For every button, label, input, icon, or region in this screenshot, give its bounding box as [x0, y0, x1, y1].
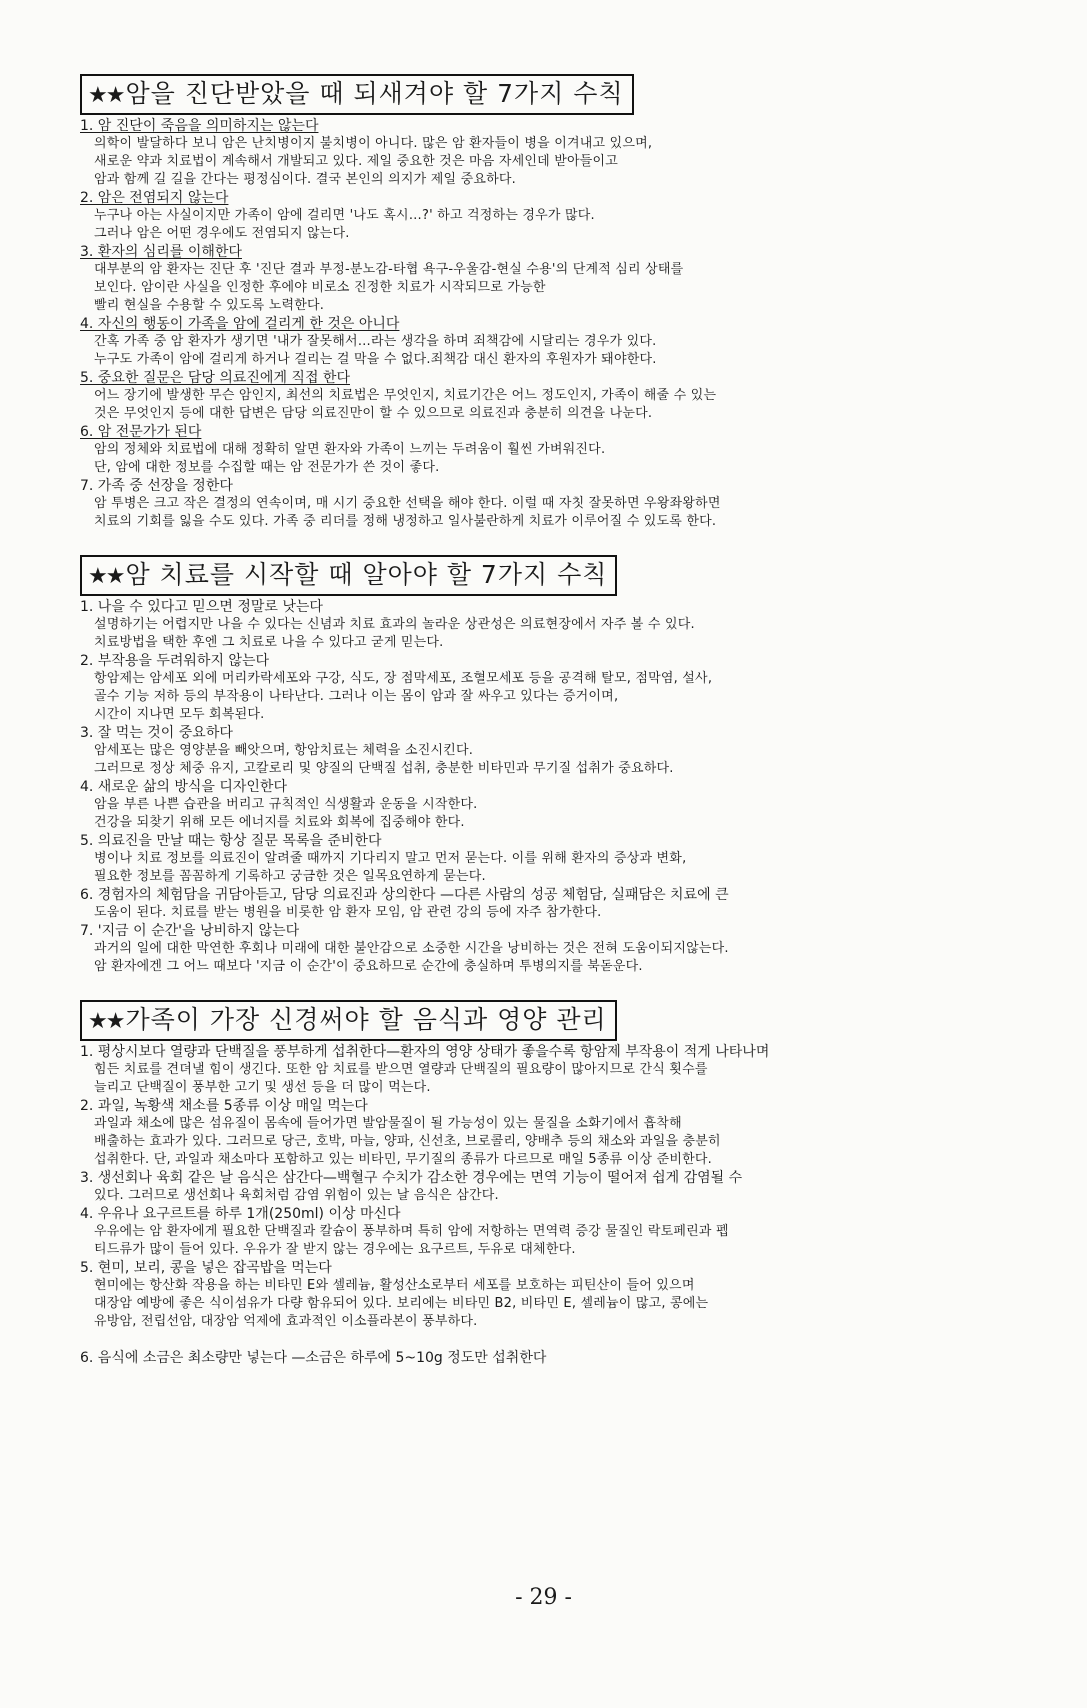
rule-text: 배출하는 효과가 있다. 그러므로 당근, 호박, 마늘, 양파, 신선초, 브로콜리, 양배추 등의 채소와 과일을 충분히	[94, 1134, 721, 1149]
rule-text: 과일과 채소에 많은 섬유질이 몸속에 들어가면 발암물질이 될 가능성이 있는 물질을 소화기에서 흡착해	[94, 1116, 682, 1131]
rule-text: 골수 기능 저하 등의 부작용이 나타난다. 그러나 이는 몸이 암과 잘 싸우고 있다는 증거이며,	[94, 689, 619, 704]
rule-heading: 2. 과일, 녹황색 채소를 5종류 이상 매일 먹는다	[80, 1098, 368, 1114]
rule-text: 항암제는 암세포 외에 머리카락세포와 구강, 식도, 장 점막세포, 조혈모세포 등을 공격해 탈모, 점막염, 설사,	[94, 671, 713, 686]
rule-heading: 4. 자신의 행동이 가족을 암에 걸리게 한 것은 아니다	[80, 316, 400, 332]
rule-text: 어느 장기에 발생한 무슨 암인지, 최선의 치료법은 무엇인지, 치료기간은 어느 정도인지, 가족이 해줄 수 있는	[94, 388, 717, 403]
rule-text: 누구나 아는 사실이지만 가족이 암에 걸리면 '나도 혹시…?' 하고 걱정하는 경우가 많다.	[94, 208, 595, 223]
page-number: - 29 -	[515, 1585, 572, 1610]
rule-heading: 5. 중요한 질문은 담당 의료진에게 직접 한다	[80, 370, 350, 386]
rule-text: 현미에는 항산화 작용을 하는 비타민 E와 셀레늄, 활성산소로부터 세포를 보호하는 피틴산이 들어 있으며	[94, 1278, 695, 1293]
section-diagnosis-rules	[80, 74, 980, 531]
rule-text: 설명하기는 어렵지만 나을 수 있다는 신념과 치료 효과의 놀라운 상관성은 의료현장에서 자주 볼 수 있다.	[94, 617, 695, 632]
rule-text: 누구도 가족이 암에 걸리게 하거나 걸리는 걸 막을 수 없다.죄책감 대신 환자의 후원자가 돼야한다.	[94, 352, 657, 367]
rule-heading: 4. 새로운 삶의 방식을 디자인한다	[80, 779, 287, 795]
document-body	[80, 74, 980, 1377]
rule-heading: 7. '지금 이 순간'을 낭비하지 않는다	[80, 923, 300, 939]
rule-heading: 1. 나을 수 있다고 믿으면 정말로 낫는다	[80, 599, 323, 615]
star-icon: ★★	[88, 1009, 124, 1034]
rule-heading: 3. 환자의 심리를 이해한다	[80, 244, 242, 260]
rule-text: 유방암, 전립선암, 대장암 억제에 효과적인 이소플라본이 풍부하다.	[94, 1314, 478, 1329]
rule-heading: 6. 음식에 소금은 최소량만 넣는다 —소금은 하루에 5~10g 정도만 섭취한다	[80, 1350, 547, 1366]
rule-text: 치료방법을 택한 후엔 그 치료로 나을 수 있다고 굳게 믿는다.	[94, 635, 444, 650]
rule-text: 우유에는 암 환자에게 필요한 단백질과 칼슘이 풍부하며 특히 암에 저항하는 면역력 증강 물질인 락토페린과 펩	[94, 1224, 729, 1239]
rule-heading: 2. 부작용을 두려워하지 않는다	[80, 653, 269, 669]
rule-text: 암을 부른 나쁜 습관을 버리고 규칙적인 식생활과 운동을 시작한다.	[94, 797, 478, 812]
section-title: ★★암 치료를 시작할 때 알아야 할 7가지 수칙	[80, 555, 617, 596]
rule-text: 병이나 치료 정보를 의료진이 알려줄 때까지 기다리지 말고 먼저 묻는다. 이를 위해 환자의 증상과 변화,	[94, 851, 687, 866]
section-title: ★★가족이 가장 신경써야 할 음식과 영양 관리	[80, 1000, 617, 1041]
rule-text: 것은 무엇인지 등에 대한 답변은 담당 의료진만이 할 수 있으므로 의료진과 충분히 의견을 나눈다.	[94, 406, 653, 421]
section-nutrition-rules	[80, 1000, 980, 1367]
rule-text: 도움이 된다. 치료를 받는 병원을 비롯한 암 환자 모임, 암 관련 강의 등에 자주 참가한다.	[94, 905, 602, 920]
rule-text: 필요한 정보를 꼼꼼하게 기록하고 궁금한 것은 일목요연하게 묻는다.	[94, 869, 486, 884]
rule-text: 그러나 암은 어떤 경우에도 전염되지 않는다.	[94, 226, 350, 241]
rule-heading: 2. 암은 전염되지 않는다	[80, 190, 229, 206]
section-title: ★★암을 진단받았을 때 되새겨야 할 7가지 수칙	[80, 74, 634, 115]
rule-text: 대부분의 암 환자는 진단 후 '진단 결과 부정-분노감-타협 욕구-우울감-현실 수용'의 단계적 심리 상태를	[94, 262, 684, 277]
rule-heading: 5. 현미, 보리, 콩을 넣은 잡곡밥을 먹는다	[80, 1260, 332, 1276]
rule-heading: 6. 경험자의 체험담을 귀담아듣고, 담당 의료진과 상의한다 —다른 사람의 성공 체험담, 실패담은 치료에 큰	[80, 887, 729, 903]
rule-heading: 1. 암 진단이 죽음을 의미하지는 않는다	[80, 118, 319, 134]
rule-text: 건강을 되찾기 위해 모든 에너지를 치료와 회복에 집중해야 한다.	[94, 815, 465, 830]
rule-text: 암 환자에겐 그 어느 때보다 '지금 이 순간'이 중요하므로 순간에 충실하며 투병의지를 북돋운다.	[94, 959, 643, 974]
rule-text: 암의 정체와 치료법에 대해 정확히 알면 환자와 가족이 느끼는 두려움이 훨씬 가벼워진다.	[94, 442, 606, 457]
rule-text: 치료의 기회를 잃을 수도 있다. 가족 중 리더를 정해 냉정하고 일사불란하게 치료가 이루어질 수 있도록 한다.	[94, 514, 717, 529]
rule-text: 새로운 약과 치료법이 계속해서 개발되고 있다. 제일 중요한 것은 마음 자세인데 받아들이고	[94, 154, 619, 169]
rule-heading: 3. 잘 먹는 것이 중요하다	[80, 725, 233, 741]
rule-text: 있다. 그러므로 생선회나 육회처럼 감염 위험이 있는 날 음식은 삼간다.	[94, 1188, 499, 1203]
rule-text: 과거의 일에 대한 막연한 후회나 미래에 대한 불안감으로 소중한 시간을 낭비하는 것은 전혀 도움이되지않는다.	[94, 941, 729, 956]
rule-heading: 7. 가족 중 선장을 정한다	[80, 478, 233, 494]
star-icon: ★★	[88, 564, 124, 589]
rule-text: 의학이 발달하다 보니 암은 난치병이지 불치병이 아니다. 많은 암 환자들이 병을 이겨내고 있으며,	[94, 136, 653, 151]
rule-text: 암과 함께 길 길을 간다는 평정심이다. 결국 본인의 의지가 제일 중요하다.	[94, 172, 516, 187]
rule-text: 단, 암에 대한 정보를 수집할 때는 암 전문가가 쓴 것이 좋다.	[94, 460, 440, 475]
rule-heading: 1. 평상시보다 열량과 단백질을 풍부하게 섭취한다—환자의 영양 상태가 좋을수록 항암제 부작용이 적게 나타나며	[80, 1044, 770, 1060]
rule-heading: 3. 생선회나 육회 같은 날 음식은 삼간다—백혈구 수치가 감소한 경우에는 면역 기능이 떨어져 쉽게 감염될 수	[80, 1170, 743, 1186]
rule-heading: 5. 의료진을 만날 때는 항상 질문 목록을 준비한다	[80, 833, 382, 849]
rule-text: 간혹 가족 중 암 환자가 생기면 '내가 잘못해서…라는 생각을 하며 죄책감에 시달리는 경우가 있다.	[94, 334, 657, 349]
rule-text: 보인다. 암이란 사실을 인정한 후에야 비로소 진정한 치료가 시작되므로 가능한	[94, 280, 546, 295]
rule-text: 그러므로 정상 체중 유지, 고칼로리 및 양질의 단백질 섭취, 충분한 비타민과 무기질 섭취가 중요하다.	[94, 761, 674, 776]
rule-heading: 4. 우유나 요구르트를 하루 1개(250ml) 이상 마신다	[80, 1206, 401, 1222]
rule-text: 늘리고 단백질이 풍부한 고기 및 생선 등을 더 많이 먹는다.	[94, 1080, 431, 1095]
rule-text: 암세포는 많은 영양분을 빼앗으며, 항암치료는 체력을 소진시킨다.	[94, 743, 474, 758]
rule-text: 암 투병은 크고 작은 결정의 연속이며, 매 시기 중요한 선택을 해야 한다. 이럴 때 자칫 잘못하면 우왕좌왕하면	[94, 496, 721, 511]
rule-text: 시간이 지나면 모두 회복된다.	[94, 707, 265, 722]
rule-text: 대장암 예방에 좋은 식이섬유가 다량 함유되어 있다. 보리에는 비타민 B2, 비타민 E, 셀레늄이 많고, 콩에는	[94, 1296, 709, 1311]
star-icon: ★★	[88, 83, 124, 108]
rule-heading: 6. 암 전문가가 된다	[80, 424, 202, 440]
section-treatment-rules	[80, 555, 980, 976]
rule-text: 섭취한다. 단, 과일과 채소마다 포함하고 있는 비타민, 무기질의 종류가 다르므로 매일 5종류 이상 준비한다.	[94, 1152, 712, 1167]
rule-text: 빨리 현실을 수용할 수 있도록 노력한다.	[94, 298, 325, 313]
rule-text: 힘든 치료를 견뎌낼 힘이 생긴다. 또한 암 치료를 받으면 열량과 단백질의 필요량이 많아지므로 간식 횟수를	[94, 1062, 708, 1077]
rule-text: 티드류가 많이 들어 있다. 우유가 잘 받지 않는 경우에는 요구르트, 두유로 대체한다.	[94, 1242, 576, 1257]
